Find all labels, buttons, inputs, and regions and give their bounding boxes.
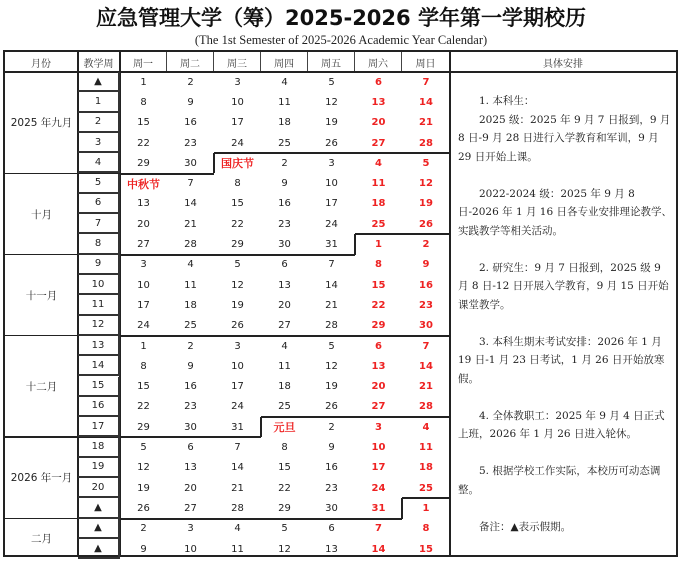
day-cell: 13 (184, 462, 197, 474)
teaching-week: ▲ (78, 72, 120, 92)
day-cell: 4 (281, 76, 288, 88)
day-cell: 24 (231, 137, 244, 149)
day-cell: 11 (419, 442, 433, 454)
day-cell: 4 (234, 523, 241, 535)
day-cell: 26 (325, 401, 338, 413)
day-cell: 27 (278, 320, 291, 332)
day-cell: 6 (375, 340, 382, 352)
month-boundary-line (261, 416, 450, 418)
day-cell: 9 (187, 96, 194, 108)
day-cell: 23 (184, 401, 197, 413)
day-cell: 16 (184, 117, 197, 129)
header-3: 周二 (167, 52, 214, 72)
day-cell: 15 (231, 198, 244, 210)
day-cell: 20 (371, 117, 386, 129)
day-cell: 7 (422, 76, 430, 88)
day-cell: 14 (371, 543, 386, 555)
month-boundary-line (354, 234, 356, 254)
teaching-week: 1 (78, 92, 120, 112)
day-cell: 18 (419, 462, 433, 474)
day-cell: 国庆节 (221, 157, 254, 171)
day-cell: 14 (419, 360, 433, 372)
day-cell: 2 (328, 421, 335, 433)
day-cell: 25 (184, 320, 197, 332)
teaching-week: 3 (78, 133, 120, 153)
day-cell: 2 (281, 157, 288, 169)
day-cell: 8 (375, 259, 382, 271)
day-cell: 1 (140, 76, 147, 88)
day-cell: 13 (371, 360, 386, 372)
day-cell: 25 (419, 482, 433, 494)
teaching-week: 15 (78, 377, 120, 397)
day-cell: 26 (325, 137, 338, 149)
day-cell: 8 (140, 96, 147, 108)
day-cell: 24 (137, 320, 150, 332)
day-cell: 21 (184, 218, 197, 230)
day-cell: 7 (375, 523, 382, 535)
day-cell: 19 (231, 299, 244, 311)
day-cell: 22 (137, 401, 150, 413)
day-cell: 4 (281, 340, 288, 352)
day-cell: 25 (371, 218, 386, 230)
day-cell: 1 (375, 239, 382, 251)
day-cell: 4 (375, 157, 382, 169)
day-cell: 30 (184, 157, 197, 169)
day-cell: 25 (278, 137, 291, 149)
day-cell: 23 (278, 218, 291, 230)
day-cell: 4 (187, 259, 194, 271)
day-cell: 16 (419, 279, 433, 291)
day-cell: 13 (137, 198, 150, 210)
day-cell: 2 (187, 76, 194, 88)
day-cell: 元旦 (273, 421, 296, 435)
day-cell: 21 (419, 117, 433, 129)
day-cell: 27 (137, 239, 150, 251)
header-6: 周五 (308, 52, 355, 72)
day-cell: 23 (325, 482, 338, 494)
day-cell: 12 (325, 360, 338, 372)
day-cell: 9 (140, 543, 147, 555)
day-cell: 3 (234, 340, 241, 352)
day-cell: 10 (231, 96, 244, 108)
day-cell: 11 (278, 360, 291, 372)
teaching-week: 14 (78, 356, 120, 376)
day-cell: 5 (422, 157, 430, 169)
day-cell: 18 (278, 117, 291, 129)
day-cell: 14 (325, 279, 338, 291)
month-boundary-line (213, 153, 215, 173)
day-cell: 18 (184, 299, 197, 311)
teaching-week: 13 (78, 336, 120, 356)
day-cell: 11 (184, 279, 197, 291)
day-cell: 22 (231, 218, 244, 230)
day-cell: 15 (278, 462, 291, 474)
teaching-week: 6 (78, 194, 120, 214)
note-heading: 1. 本科生： (479, 95, 535, 107)
day-cell: 31 (325, 239, 338, 251)
day-cell: 12 (278, 543, 291, 555)
day-cell: 12 (325, 96, 338, 108)
day-cell: 15 (137, 381, 150, 393)
day-cell: 19 (137, 482, 150, 494)
day-cell: 29 (371, 320, 386, 332)
day-cell: 29 (231, 239, 244, 251)
day-cell: 13 (278, 279, 291, 291)
teaching-week: 5 (78, 174, 120, 194)
day-cell: 19 (325, 117, 338, 129)
day-cell: 14 (184, 198, 197, 210)
day-cell: 28 (419, 137, 433, 149)
day-cell: 30 (419, 320, 433, 332)
day-cell: 19 (419, 198, 433, 210)
day-cell: 18 (371, 198, 386, 210)
day-cell: 20 (137, 218, 150, 230)
month-label: 2026 年一月 (10, 472, 73, 485)
day-cell: 14 (231, 462, 244, 474)
header-0: 月份 (5, 52, 78, 72)
day-cell: 30 (184, 421, 197, 433)
day-cell: 11 (231, 543, 244, 555)
teaching-week: ▲ (78, 519, 120, 539)
day-cell: 26 (137, 502, 150, 514)
note-item: 2022-2024 级：2025 年 9 月 8 日-2026 年 1 月 16 日各专业安排理论教学、实践教学等相关活动。 (458, 187, 672, 237)
day-cell: 6 (187, 442, 194, 454)
day-cell: 21 (325, 299, 338, 311)
month-boundary-line (260, 417, 262, 437)
day-cell: 15 (137, 117, 150, 129)
day-cell: 5 (328, 76, 335, 88)
teaching-week: 20 (78, 478, 120, 498)
day-cell: 22 (371, 299, 386, 311)
day-cell: 3 (140, 259, 147, 271)
day-cell: 8 (281, 442, 288, 454)
day-cell: 7 (328, 259, 335, 271)
day-cell: 5 (234, 259, 241, 271)
day-cell: 23 (419, 299, 433, 311)
day-cell: 22 (137, 137, 150, 149)
day-cell: 1 (140, 340, 147, 352)
day-cell: 10 (184, 543, 197, 555)
day-cell: 21 (419, 381, 433, 393)
day-cell: 17 (325, 198, 338, 210)
day-cell: 21 (231, 482, 244, 494)
day-cell: 24 (231, 401, 244, 413)
day-cell: 13 (325, 543, 338, 555)
day-cell: 8 (140, 360, 147, 372)
day-cell: 10 (371, 442, 386, 454)
day-cell: 13 (371, 96, 386, 108)
note-item: 5. 根据学校工作实际，本校历可动态调整。 (458, 465, 661, 496)
day-cell: 24 (325, 218, 338, 230)
day-cell: 17 (137, 299, 150, 311)
day-cell: 5 (281, 523, 288, 535)
day-cell: 31 (231, 421, 244, 433)
day-cell: 15 (371, 279, 386, 291)
teaching-week: 7 (78, 214, 120, 234)
note-item: 2. 研究生：9 月 7 日报到，2025 级 9 月 8 日-12 日开展入学教育，9 月 15 日开始课堂教学。 (458, 261, 669, 311)
teaching-week: 11 (78, 295, 120, 315)
day-cell: 17 (371, 462, 386, 474)
day-cell: 18 (278, 381, 291, 393)
day-cell: 20 (184, 482, 197, 494)
month-boundary-line (120, 436, 261, 438)
month-boundary-line (355, 233, 450, 235)
page-title: 应急管理大学（筹）2025-2026 学年第一学期校历 (96, 6, 586, 30)
header-5: 周四 (261, 52, 308, 72)
day-cell: 20 (278, 299, 291, 311)
day-cell: 6 (328, 523, 335, 535)
day-cell: 7 (234, 442, 241, 454)
day-cell: 16 (278, 198, 291, 210)
day-cell: 29 (137, 421, 150, 433)
day-cell: 27 (371, 401, 386, 413)
header-8: 周日 (402, 52, 450, 72)
note-item: 4. 全体教职工：2025 年 9 月 4 日正式上班，2026 年 1 月 26 日进入轮休。 (458, 409, 665, 440)
day-cell: 7 (422, 340, 430, 352)
day-cell: 14 (419, 96, 433, 108)
header-2: 周一 (120, 52, 167, 72)
day-cell: 2 (187, 340, 194, 352)
month-boundary-line (401, 498, 403, 518)
month-boundary-line (120, 173, 214, 175)
note-item: 备注：▲表示假期。 (479, 520, 572, 533)
day-cell: 19 (325, 381, 338, 393)
day-cell: 30 (278, 239, 291, 251)
teaching-week: 2 (78, 113, 120, 133)
teaching-week: 19 (78, 458, 120, 478)
teaching-week: 12 (78, 316, 120, 336)
day-cell: 11 (278, 96, 291, 108)
day-cell: 5 (140, 442, 147, 454)
day-cell: 15 (419, 543, 433, 555)
page-subtitle: (The 1st Semester of 2025-2026 Academic Year Calendar) (194, 33, 488, 47)
day-cell: 24 (371, 482, 386, 494)
teaching-week: 16 (78, 397, 120, 417)
teaching-week: 17 (78, 417, 120, 437)
header-7: 周六 (355, 52, 402, 72)
day-cell: 30 (325, 502, 338, 514)
day-cell: 10 (325, 178, 338, 190)
month-label: 2025 年九月 (10, 117, 73, 130)
day-cell: 6 (281, 259, 288, 271)
month-boundary-line (120, 335, 450, 337)
teaching-week: ▲ (78, 539, 120, 559)
note-item: 3. 本科生期末考试安排：2026 年 1 月 19 日-1 月 23 日考试，1 月 26 日开始放寒假。 (458, 335, 665, 385)
day-cell: 3 (234, 76, 241, 88)
day-cell: 8 (234, 178, 241, 190)
day-cell: 27 (371, 137, 386, 149)
day-cell: 17 (231, 381, 244, 393)
day-cell: 20 (371, 381, 386, 393)
day-cell: 5 (328, 340, 335, 352)
month-label: 十月 (31, 208, 52, 221)
month-label: 二月 (31, 533, 52, 546)
day-cell: 12 (231, 279, 244, 291)
day-cell: 28 (231, 502, 244, 514)
day-cell: 25 (278, 401, 291, 413)
arrangement-notes (450, 72, 678, 555)
day-cell: 9 (187, 360, 194, 372)
day-cell: 7 (187, 178, 194, 190)
day-cell: 9 (281, 178, 288, 190)
day-cell: 29 (278, 502, 291, 514)
day-cell: 26 (419, 218, 433, 230)
teaching-week: ▲ (78, 498, 120, 518)
header-9: 具体安排 (543, 58, 583, 70)
day-cell: 22 (278, 482, 291, 494)
day-cell: 10 (137, 279, 150, 291)
day-cell: 27 (184, 502, 197, 514)
day-cell: 12 (419, 178, 433, 190)
day-cell: 2 (140, 523, 147, 535)
day-cell: 23 (184, 137, 197, 149)
day-cell: 8 (422, 523, 430, 535)
month-boundary-line (120, 518, 402, 520)
header-4: 周三 (214, 52, 261, 72)
day-cell: 17 (231, 117, 244, 129)
month-boundary-line (214, 152, 450, 154)
teaching-week: 18 (78, 437, 120, 457)
day-cell: 11 (371, 178, 386, 190)
day-cell: 26 (231, 320, 244, 332)
day-cell: 2 (422, 239, 430, 251)
day-cell: 6 (375, 76, 382, 88)
day-cell: 9 (422, 259, 430, 271)
day-cell: 28 (419, 401, 433, 413)
day-cell: 10 (231, 360, 244, 372)
day-cell: 16 (184, 381, 197, 393)
teaching-week: 9 (78, 255, 120, 275)
month-label: 十二月 (25, 381, 58, 394)
day-cell: 中秋节 (127, 177, 160, 191)
day-cell: 29 (137, 157, 150, 169)
month-label: 十一月 (25, 289, 58, 302)
day-cell: 12 (137, 462, 150, 474)
month-boundary-line (120, 254, 355, 256)
month-boundary-line (402, 497, 450, 499)
day-cell: 28 (184, 239, 197, 251)
day-cell: 3 (375, 421, 382, 433)
day-cell: 31 (371, 502, 386, 514)
day-cell: 3 (187, 523, 194, 535)
calendar-table (3, 50, 678, 557)
teaching-week: 4 (78, 153, 120, 173)
teaching-week: 8 (78, 234, 120, 254)
day-cell: 3 (328, 157, 335, 169)
day-cell: 4 (422, 421, 430, 433)
day-cell: 9 (328, 442, 335, 454)
day-cell: 28 (325, 320, 338, 332)
day-cell: 16 (325, 462, 338, 474)
teaching-week: 10 (78, 275, 120, 295)
header-1: 教学周 (78, 52, 120, 72)
note-item: 2025 级：2025 年 9 月 7 日报到，9 月 8 日-9 月 28 日进行入学教育和军训，9 月 29 日开始上课。 (458, 113, 671, 163)
day-cell: 1 (422, 502, 430, 514)
